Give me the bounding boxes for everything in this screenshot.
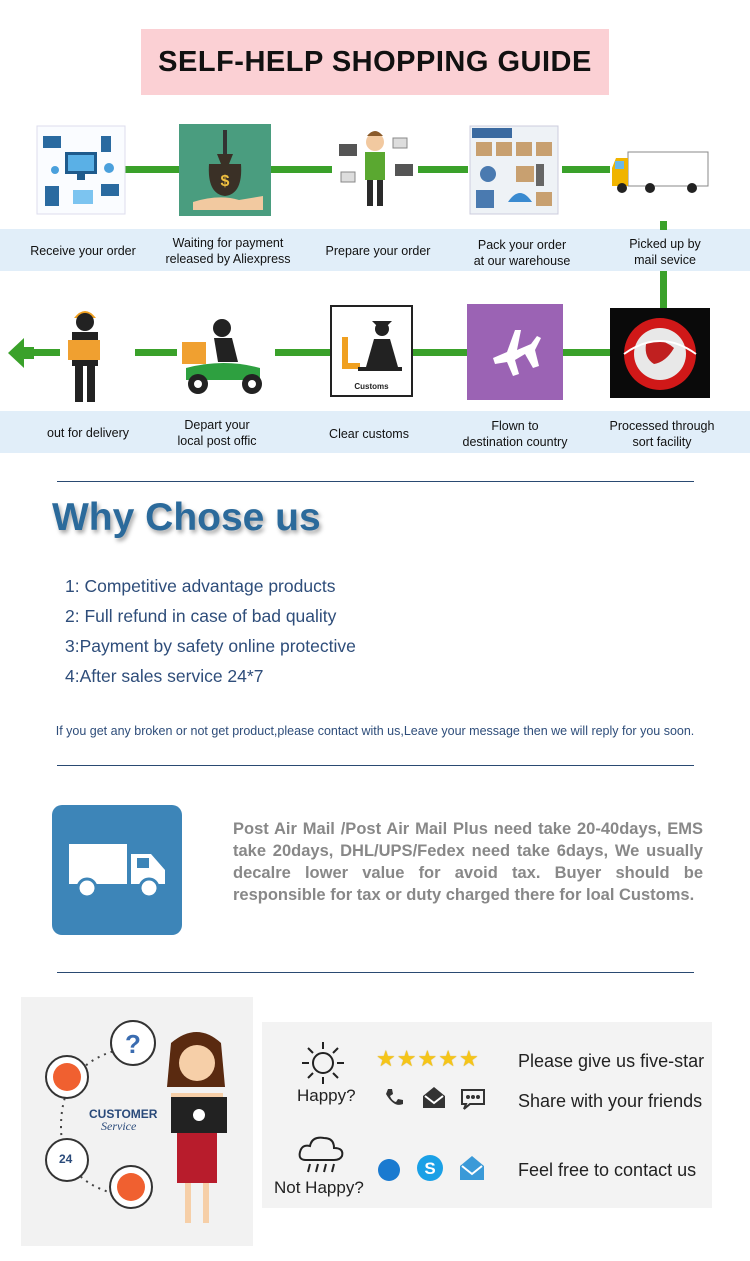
step-label: Processed through sort facility [609, 419, 715, 449]
why-title: Why Chose us [52, 496, 321, 539]
star-icon[interactable]: ★ [438, 1046, 459, 1071]
connector-line [275, 349, 330, 356]
delivery-person-icon [62, 304, 108, 404]
clock-24-icon: 24 [59, 1152, 73, 1166]
five-star-rating[interactable] [376, 1046, 480, 1072]
service-badge: Service [101, 1119, 137, 1133]
connector-line [660, 221, 667, 230]
why-item: 4:After sales service 24*7 [65, 666, 264, 686]
page-title: SELF-HELP SHOPPING GUIDE [141, 29, 609, 95]
step-label: Depart your local post offic [177, 418, 257, 448]
shipping-truck-icon [52, 805, 182, 935]
happy-label: Happy? [297, 1086, 356, 1105]
contact-text: Feel free to contact us [518, 1160, 697, 1180]
star-icon[interactable]: ★ [376, 1046, 397, 1071]
customer-service-illustration [21, 997, 253, 1246]
connector-line [270, 166, 332, 173]
mail-icon[interactable] [421, 1084, 447, 1110]
step-label: Waiting for payment released by Aliexpress [165, 236, 291, 266]
star-icon[interactable]: ★ [458, 1046, 480, 1071]
step-label: Receive your order [30, 244, 136, 258]
scooter-icon [178, 314, 270, 398]
connector-line [562, 166, 610, 173]
arrow-left-icon [6, 336, 34, 370]
warehouse-icon [468, 124, 560, 216]
connector-line [562, 349, 610, 356]
why-item: 1: Competitive advantage products [65, 576, 336, 596]
step-label: Clear customs [329, 427, 409, 441]
connector-line [135, 349, 177, 356]
email-icon[interactable] [458, 1154, 486, 1182]
divider [57, 765, 694, 766]
devices-icon [35, 124, 127, 216]
customs-tile-text: Customs [354, 382, 389, 391]
why-item: 2: Full refund in case of bad quality [65, 606, 337, 626]
customer-badge: CUSTOMER [89, 1107, 158, 1121]
step-label: Picked up by mail sevice [629, 237, 701, 267]
step-label: out for delivery [47, 426, 129, 440]
airplane-icon [467, 304, 563, 400]
busy-worker-icon [333, 124, 418, 216]
rain-cloud-icon [296, 1132, 346, 1178]
phone-icon[interactable] [382, 1086, 406, 1110]
connector-line [418, 166, 468, 173]
money-bag-icon [179, 124, 271, 216]
svg-text:S: S [424, 1159, 436, 1178]
star-icon[interactable]: ★ [396, 1046, 418, 1071]
connector-line [660, 271, 667, 309]
skype-icon[interactable] [416, 1154, 444, 1182]
not-happy-label: Not Happy? [274, 1178, 364, 1197]
step-label: Flown to destination country [462, 419, 568, 449]
svg-text:?: ? [125, 1029, 141, 1059]
connector-line [30, 349, 60, 356]
divider [57, 972, 694, 973]
chat-icon[interactable] [458, 1086, 488, 1112]
messenger-icon[interactable] [376, 1156, 402, 1182]
connector-line [125, 166, 180, 173]
delivery-truck-icon [610, 148, 710, 198]
step-label: Pack your order at our warehouse [473, 238, 571, 268]
five-star-text: Please give us five-star [518, 1051, 705, 1071]
why-item: 3:Payment by safety online protective [65, 636, 356, 656]
sun-icon [300, 1040, 346, 1086]
globe-icon [610, 308, 710, 398]
star-icon[interactable]: ★ [417, 1046, 439, 1071]
contact-note: If you get any broken or not get product,please contact with us,Leave your message then we will reply for you soon. [55, 724, 695, 738]
divider [57, 481, 694, 482]
step-label: Prepare your order [325, 244, 431, 258]
shipping-info: Post Air Mail /Post Air Mail Plus need take 20-40days, EMS take 20days, DHL/UPS/Fedex need take 6days, We usually decalre lower value for avoid tax. Buyer should be responsible for tax or duty charged there for loal Customs. [233, 820, 703, 904]
svg-text:$: $ [220, 173, 230, 190]
connector-line [412, 349, 468, 356]
share-text: Share with your friends [518, 1091, 703, 1111]
